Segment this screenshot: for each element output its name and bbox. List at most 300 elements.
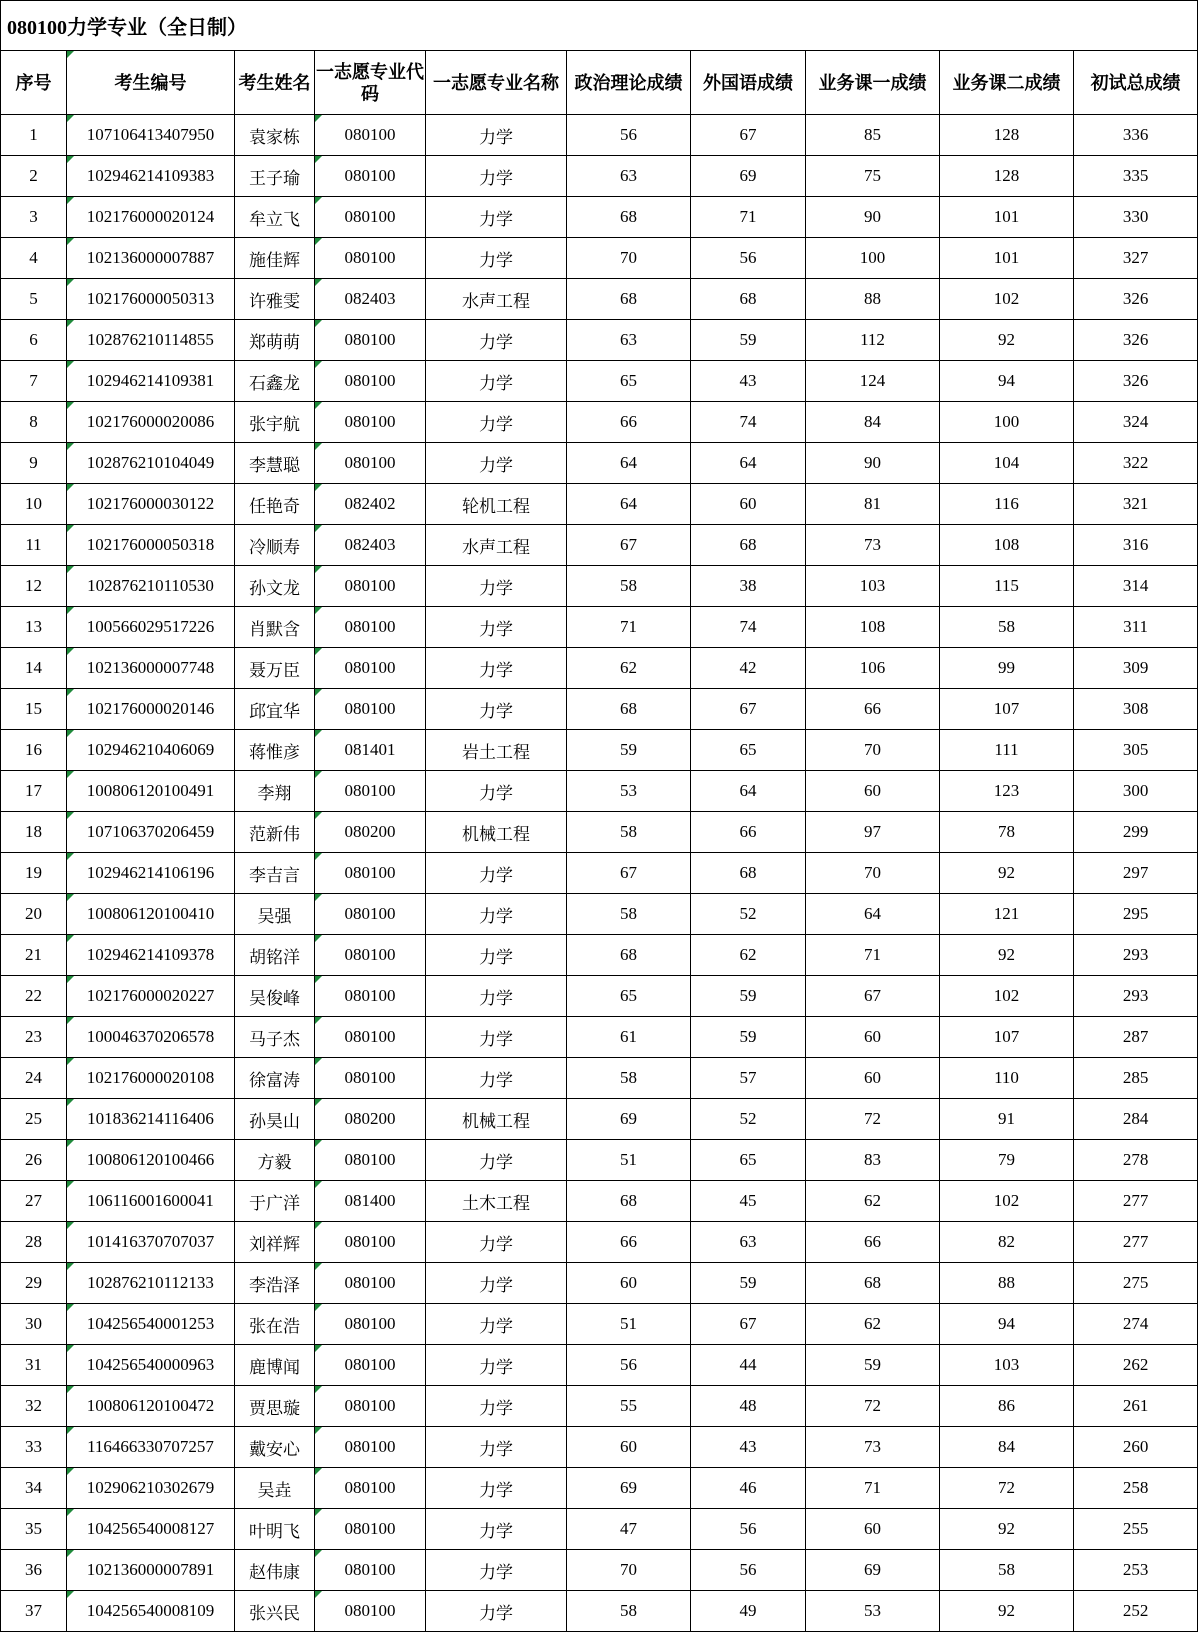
cell-major-name: 力学 xyxy=(426,607,567,648)
cell-business2: 84 xyxy=(940,1427,1074,1468)
cell-major-code: 080100 xyxy=(315,402,426,443)
cell-business2: 103 xyxy=(940,1345,1074,1386)
cell-politics: 60 xyxy=(567,1427,691,1468)
cell-exam-id: 102876210104049 xyxy=(67,443,235,484)
table-row xyxy=(1,443,1198,484)
cell-business1: 90 xyxy=(806,443,940,484)
cell-major-name: 力学 xyxy=(426,1468,567,1509)
cell-exam-id: 102176000020108 xyxy=(67,1058,235,1099)
cell-business2: 94 xyxy=(940,1304,1074,1345)
cell-politics: 68 xyxy=(567,689,691,730)
cell-major-code: 082403 xyxy=(315,525,426,566)
table-row xyxy=(1,1222,1198,1263)
cell-major-name: 力学 xyxy=(426,1140,567,1181)
cell-business1: 103 xyxy=(806,566,940,607)
cell-name: 叶明飞 xyxy=(235,1509,315,1550)
cell-exam-id: 106116001600041 xyxy=(67,1181,235,1222)
cell-name: 蒋惟彦 xyxy=(235,730,315,771)
cell-major-name: 力学 xyxy=(426,1345,567,1386)
cell-total: 284 xyxy=(1074,1099,1198,1140)
cell-total: 335 xyxy=(1074,156,1198,197)
cell-business1: 60 xyxy=(806,771,940,812)
cell-politics: 67 xyxy=(567,525,691,566)
cell-foreign: 62 xyxy=(691,935,806,976)
cell-name: 聂万臣 xyxy=(235,648,315,689)
cell-exam-id: 104256540008127 xyxy=(67,1509,235,1550)
cell-politics: 66 xyxy=(567,402,691,443)
cell-business1: 124 xyxy=(806,361,940,402)
cell-name: 邱宜华 xyxy=(235,689,315,730)
cell-business1: 84 xyxy=(806,402,940,443)
cell-major-name: 力学 xyxy=(426,197,567,238)
cell-politics: 68 xyxy=(567,279,691,320)
cell-politics: 70 xyxy=(567,1550,691,1591)
cell-business1: 81 xyxy=(806,484,940,525)
table-row xyxy=(1,361,1198,402)
cell-major-name: 力学 xyxy=(426,1263,567,1304)
cell-name: 张在浩 xyxy=(235,1304,315,1345)
cell-major-code: 082402 xyxy=(315,484,426,525)
cell-business1: 106 xyxy=(806,648,940,689)
cell-major-name: 机械工程 xyxy=(426,1099,567,1140)
cell-exam-id: 102946214106196 xyxy=(67,853,235,894)
cell-politics: 64 xyxy=(567,443,691,484)
cell-foreign: 74 xyxy=(691,402,806,443)
cell-major-name: 力学 xyxy=(426,1304,567,1345)
cell-business1: 72 xyxy=(806,1099,940,1140)
cell-no: 4 xyxy=(1,238,67,279)
cell-business2: 107 xyxy=(940,689,1074,730)
cell-business2: 128 xyxy=(940,156,1074,197)
cell-total: 277 xyxy=(1074,1222,1198,1263)
cell-no: 15 xyxy=(1,689,67,730)
cell-major-name: 力学 xyxy=(426,771,567,812)
table-row xyxy=(1,894,1198,935)
table-row xyxy=(1,1017,1198,1058)
cell-name: 任艳奇 xyxy=(235,484,315,525)
cell-business2: 115 xyxy=(940,566,1074,607)
cell-major-code: 080100 xyxy=(315,771,426,812)
table-row xyxy=(1,1386,1198,1427)
cell-foreign: 67 xyxy=(691,1304,806,1345)
cell-no: 27 xyxy=(1,1181,67,1222)
cell-foreign: 59 xyxy=(691,320,806,361)
cell-business1: 70 xyxy=(806,730,940,771)
cell-name: 贾思璇 xyxy=(235,1386,315,1427)
cell-foreign: 52 xyxy=(691,1099,806,1140)
cell-business1: 68 xyxy=(806,1263,940,1304)
cell-name: 戴安心 xyxy=(235,1427,315,1468)
cell-name: 吴强 xyxy=(235,894,315,935)
cell-total: 278 xyxy=(1074,1140,1198,1181)
cell-major-code: 080200 xyxy=(315,812,426,853)
cell-major-code: 080100 xyxy=(315,1345,426,1386)
cell-total: 293 xyxy=(1074,976,1198,1017)
cell-major-name: 力学 xyxy=(426,156,567,197)
cell-business1: 59 xyxy=(806,1345,940,1386)
cell-major-name: 轮机工程 xyxy=(426,484,567,525)
cell-business1: 60 xyxy=(806,1058,940,1099)
cell-foreign: 48 xyxy=(691,1386,806,1427)
cell-foreign: 59 xyxy=(691,1263,806,1304)
cell-name: 王子瑜 xyxy=(235,156,315,197)
cell-total: 316 xyxy=(1074,525,1198,566)
cell-foreign: 56 xyxy=(691,238,806,279)
cell-business2: 110 xyxy=(940,1058,1074,1099)
table-row xyxy=(1,566,1198,607)
cell-business2: 92 xyxy=(940,320,1074,361)
cell-business2: 123 xyxy=(940,771,1074,812)
cell-major-code: 080100 xyxy=(315,320,426,361)
cell-business2: 102 xyxy=(940,279,1074,320)
cell-exam-id: 102946214109378 xyxy=(67,935,235,976)
table-row xyxy=(1,812,1198,853)
cell-total: 309 xyxy=(1074,648,1198,689)
cell-exam-id: 104256540000963 xyxy=(67,1345,235,1386)
cell-total: 314 xyxy=(1074,566,1198,607)
cell-politics: 56 xyxy=(567,1345,691,1386)
cell-politics: 53 xyxy=(567,771,691,812)
table-row xyxy=(1,1427,1198,1468)
cell-total: 255 xyxy=(1074,1509,1198,1550)
cell-major-name: 力学 xyxy=(426,976,567,1017)
cell-politics: 65 xyxy=(567,361,691,402)
cell-foreign: 64 xyxy=(691,443,806,484)
cell-major-name: 力学 xyxy=(426,402,567,443)
cell-major-code: 080100 xyxy=(315,1017,426,1058)
cell-foreign: 59 xyxy=(691,976,806,1017)
cell-politics: 69 xyxy=(567,1468,691,1509)
cell-major-code: 080100 xyxy=(315,894,426,935)
cell-exam-id: 102176000050318 xyxy=(67,525,235,566)
cell-major-name: 力学 xyxy=(426,1591,567,1632)
cell-business2: 82 xyxy=(940,1222,1074,1263)
cell-exam-id: 104256540008109 xyxy=(67,1591,235,1632)
cell-business1: 53 xyxy=(806,1591,940,1632)
cell-foreign: 43 xyxy=(691,1427,806,1468)
cell-exam-id: 100046370206578 xyxy=(67,1017,235,1058)
cell-politics: 69 xyxy=(567,1099,691,1140)
cell-no: 34 xyxy=(1,1468,67,1509)
cell-major-code: 080100 xyxy=(315,1427,426,1468)
cell-business2: 88 xyxy=(940,1263,1074,1304)
table-row xyxy=(1,1181,1198,1222)
cell-business1: 112 xyxy=(806,320,940,361)
cell-total: 274 xyxy=(1074,1304,1198,1345)
cell-total: 258 xyxy=(1074,1468,1198,1509)
cell-no: 1 xyxy=(1,115,67,156)
cell-exam-id: 102136000007887 xyxy=(67,238,235,279)
cell-business2: 102 xyxy=(940,1181,1074,1222)
cell-politics: 47 xyxy=(567,1509,691,1550)
cell-major-code: 080100 xyxy=(315,976,426,1017)
cell-foreign: 56 xyxy=(691,1550,806,1591)
cell-business2: 72 xyxy=(940,1468,1074,1509)
cell-total: 305 xyxy=(1074,730,1198,771)
cell-business2: 78 xyxy=(940,812,1074,853)
cell-business2: 107 xyxy=(940,1017,1074,1058)
cell-business1: 72 xyxy=(806,1386,940,1427)
cell-foreign: 67 xyxy=(691,115,806,156)
cell-total: 336 xyxy=(1074,115,1198,156)
cell-politics: 65 xyxy=(567,976,691,1017)
header-total: 初试总成绩 xyxy=(1074,51,1198,115)
table-row xyxy=(1,689,1198,730)
cell-foreign: 49 xyxy=(691,1591,806,1632)
cell-business1: 62 xyxy=(806,1304,940,1345)
cell-exam-id: 102946210406069 xyxy=(67,730,235,771)
table-row xyxy=(1,1263,1198,1304)
cell-name: 李浩泽 xyxy=(235,1263,315,1304)
table-row xyxy=(1,1509,1198,1550)
header-exam-id: 考生编号 xyxy=(67,51,235,115)
cell-major-code: 080100 xyxy=(315,443,426,484)
cell-total: 285 xyxy=(1074,1058,1198,1099)
cell-major-name: 力学 xyxy=(426,1427,567,1468)
cell-total: 321 xyxy=(1074,484,1198,525)
cell-name: 马子杰 xyxy=(235,1017,315,1058)
cell-business2: 108 xyxy=(940,525,1074,566)
cell-politics: 61 xyxy=(567,1017,691,1058)
cell-total: 287 xyxy=(1074,1017,1198,1058)
cell-politics: 63 xyxy=(567,156,691,197)
cell-foreign: 45 xyxy=(691,1181,806,1222)
cell-exam-id: 100806120100410 xyxy=(67,894,235,935)
cell-name: 袁家栋 xyxy=(235,115,315,156)
cell-politics: 51 xyxy=(567,1140,691,1181)
cell-politics: 60 xyxy=(567,1263,691,1304)
cell-exam-id: 100566029517226 xyxy=(67,607,235,648)
cell-foreign: 60 xyxy=(691,484,806,525)
cell-business2: 92 xyxy=(940,935,1074,976)
header-major-name: 一志愿专业名称 xyxy=(426,51,567,115)
cell-foreign: 56 xyxy=(691,1509,806,1550)
cell-no: 19 xyxy=(1,853,67,894)
cell-exam-id: 100806120100491 xyxy=(67,771,235,812)
cell-name: 孙文龙 xyxy=(235,566,315,607)
cell-foreign: 65 xyxy=(691,1140,806,1181)
cell-exam-id: 100806120100466 xyxy=(67,1140,235,1181)
cell-major-code: 080100 xyxy=(315,1304,426,1345)
header-foreign: 外国语成绩 xyxy=(691,51,806,115)
cell-no: 22 xyxy=(1,976,67,1017)
cell-no: 17 xyxy=(1,771,67,812)
cell-major-code: 080100 xyxy=(315,566,426,607)
cell-foreign: 44 xyxy=(691,1345,806,1386)
cell-business1: 64 xyxy=(806,894,940,935)
cell-business1: 67 xyxy=(806,976,940,1017)
cell-business1: 75 xyxy=(806,156,940,197)
cell-politics: 58 xyxy=(567,1058,691,1099)
table-row xyxy=(1,1304,1198,1345)
cell-business2: 102 xyxy=(940,976,1074,1017)
header-row xyxy=(1,51,1198,115)
cell-no: 33 xyxy=(1,1427,67,1468)
table-row xyxy=(1,1345,1198,1386)
table-row xyxy=(1,320,1198,361)
cell-major-code: 081401 xyxy=(315,730,426,771)
cell-name: 胡铭洋 xyxy=(235,935,315,976)
cell-total: 262 xyxy=(1074,1345,1198,1386)
cell-exam-id: 102176000020086 xyxy=(67,402,235,443)
cell-major-code: 080100 xyxy=(315,156,426,197)
cell-name: 石鑫龙 xyxy=(235,361,315,402)
cell-business2: 91 xyxy=(940,1099,1074,1140)
cell-total: 295 xyxy=(1074,894,1198,935)
cell-no: 14 xyxy=(1,648,67,689)
cell-exam-id: 116466330707257 xyxy=(67,1427,235,1468)
cell-total: 252 xyxy=(1074,1591,1198,1632)
header-politics: 政治理论成绩 xyxy=(567,51,691,115)
cell-no: 12 xyxy=(1,566,67,607)
cell-foreign: 68 xyxy=(691,525,806,566)
cell-major-code: 080100 xyxy=(315,197,426,238)
cell-politics: 58 xyxy=(567,1591,691,1632)
header-name: 考生姓名 xyxy=(235,51,315,115)
cell-business1: 66 xyxy=(806,689,940,730)
cell-politics: 59 xyxy=(567,730,691,771)
cell-business2: 92 xyxy=(940,1509,1074,1550)
cell-business1: 60 xyxy=(806,1017,940,1058)
cell-major-code: 082403 xyxy=(315,279,426,320)
cell-no: 29 xyxy=(1,1263,67,1304)
cell-business2: 101 xyxy=(940,238,1074,279)
cell-total: 324 xyxy=(1074,402,1198,443)
cell-major-code: 080100 xyxy=(315,361,426,402)
table-row xyxy=(1,197,1198,238)
cell-major-name: 力学 xyxy=(426,1509,567,1550)
cell-name: 吴垚 xyxy=(235,1468,315,1509)
table-row xyxy=(1,853,1198,894)
cell-total: 311 xyxy=(1074,607,1198,648)
cell-major-code: 081400 xyxy=(315,1181,426,1222)
cell-no: 16 xyxy=(1,730,67,771)
cell-major-name: 力学 xyxy=(426,648,567,689)
cell-politics: 62 xyxy=(567,648,691,689)
cell-politics: 67 xyxy=(567,853,691,894)
cell-politics: 68 xyxy=(567,935,691,976)
cell-total: 277 xyxy=(1074,1181,1198,1222)
cell-no: 13 xyxy=(1,607,67,648)
cell-business2: 111 xyxy=(940,730,1074,771)
cell-exam-id: 102946214109381 xyxy=(67,361,235,402)
cell-business1: 62 xyxy=(806,1181,940,1222)
cell-foreign: 46 xyxy=(691,1468,806,1509)
cell-major-name: 力学 xyxy=(426,320,567,361)
cell-exam-id: 100806120100472 xyxy=(67,1386,235,1427)
cell-no: 8 xyxy=(1,402,67,443)
cell-major-code: 080100 xyxy=(315,1550,426,1591)
cell-politics: 55 xyxy=(567,1386,691,1427)
sheet-title: 080100力学专业（全日制） xyxy=(1,1,1198,51)
cell-politics: 58 xyxy=(567,812,691,853)
table-row xyxy=(1,402,1198,443)
cell-name: 施佳辉 xyxy=(235,238,315,279)
cell-name: 于广洋 xyxy=(235,1181,315,1222)
cell-exam-id: 102946214109383 xyxy=(67,156,235,197)
cell-major-code: 080100 xyxy=(315,1140,426,1181)
cell-major-code: 080100 xyxy=(315,1591,426,1632)
cell-no: 10 xyxy=(1,484,67,525)
cell-foreign: 59 xyxy=(691,1017,806,1058)
cell-total: 253 xyxy=(1074,1550,1198,1591)
table-row xyxy=(1,156,1198,197)
cell-name: 许雅雯 xyxy=(235,279,315,320)
cell-total: 261 xyxy=(1074,1386,1198,1427)
cell-no: 21 xyxy=(1,935,67,976)
cell-exam-id: 102136000007748 xyxy=(67,648,235,689)
cell-foreign: 68 xyxy=(691,279,806,320)
cell-total: 299 xyxy=(1074,812,1198,853)
cell-business2: 86 xyxy=(940,1386,1074,1427)
cell-major-name: 力学 xyxy=(426,689,567,730)
cell-exam-id: 101416370707037 xyxy=(67,1222,235,1263)
cell-major-name: 岩土工程 xyxy=(426,730,567,771)
cell-major-name: 水声工程 xyxy=(426,525,567,566)
cell-major-name: 力学 xyxy=(426,1058,567,1099)
cell-total: 300 xyxy=(1074,771,1198,812)
header-no: 序号 xyxy=(1,51,67,115)
cell-foreign: 71 xyxy=(691,197,806,238)
cell-business1: 70 xyxy=(806,853,940,894)
cell-major-code: 080100 xyxy=(315,1222,426,1263)
cell-foreign: 57 xyxy=(691,1058,806,1099)
cell-no: 5 xyxy=(1,279,67,320)
cell-major-name: 力学 xyxy=(426,1386,567,1427)
header-major-code: 一志愿专业代码 xyxy=(315,51,426,115)
table-row xyxy=(1,935,1198,976)
cell-business1: 73 xyxy=(806,525,940,566)
cell-name: 牟立飞 xyxy=(235,197,315,238)
cell-name: 张宇航 xyxy=(235,402,315,443)
cell-no: 18 xyxy=(1,812,67,853)
cell-exam-id: 102136000007891 xyxy=(67,1550,235,1591)
cell-exam-id: 102876210110530 xyxy=(67,566,235,607)
table-row xyxy=(1,648,1198,689)
table-row xyxy=(1,1591,1198,1632)
cell-total: 327 xyxy=(1074,238,1198,279)
cell-business1: 90 xyxy=(806,197,940,238)
cell-name: 肖默含 xyxy=(235,607,315,648)
cell-politics: 58 xyxy=(567,894,691,935)
cell-total: 322 xyxy=(1074,443,1198,484)
cell-politics: 56 xyxy=(567,115,691,156)
cell-major-name: 力学 xyxy=(426,894,567,935)
cell-name: 郑萌萌 xyxy=(235,320,315,361)
cell-foreign: 66 xyxy=(691,812,806,853)
cell-politics: 68 xyxy=(567,1181,691,1222)
cell-no: 35 xyxy=(1,1509,67,1550)
cell-name: 李翔 xyxy=(235,771,315,812)
cell-name: 徐富涛 xyxy=(235,1058,315,1099)
cell-business2: 92 xyxy=(940,853,1074,894)
cell-name: 孙昊山 xyxy=(235,1099,315,1140)
cell-name: 范新伟 xyxy=(235,812,315,853)
cell-politics: 68 xyxy=(567,197,691,238)
table-row xyxy=(1,607,1198,648)
cell-business1: 69 xyxy=(806,1550,940,1591)
table-row xyxy=(1,484,1198,525)
cell-total: 326 xyxy=(1074,361,1198,402)
cell-name: 鹿博闻 xyxy=(235,1345,315,1386)
cell-exam-id: 101836214116406 xyxy=(67,1099,235,1140)
cell-exam-id: 102176000020124 xyxy=(67,197,235,238)
cell-major-code: 080100 xyxy=(315,1058,426,1099)
cell-politics: 71 xyxy=(567,607,691,648)
cell-name: 张兴民 xyxy=(235,1591,315,1632)
cell-exam-id: 102906210302679 xyxy=(67,1468,235,1509)
cell-name: 赵伟康 xyxy=(235,1550,315,1591)
